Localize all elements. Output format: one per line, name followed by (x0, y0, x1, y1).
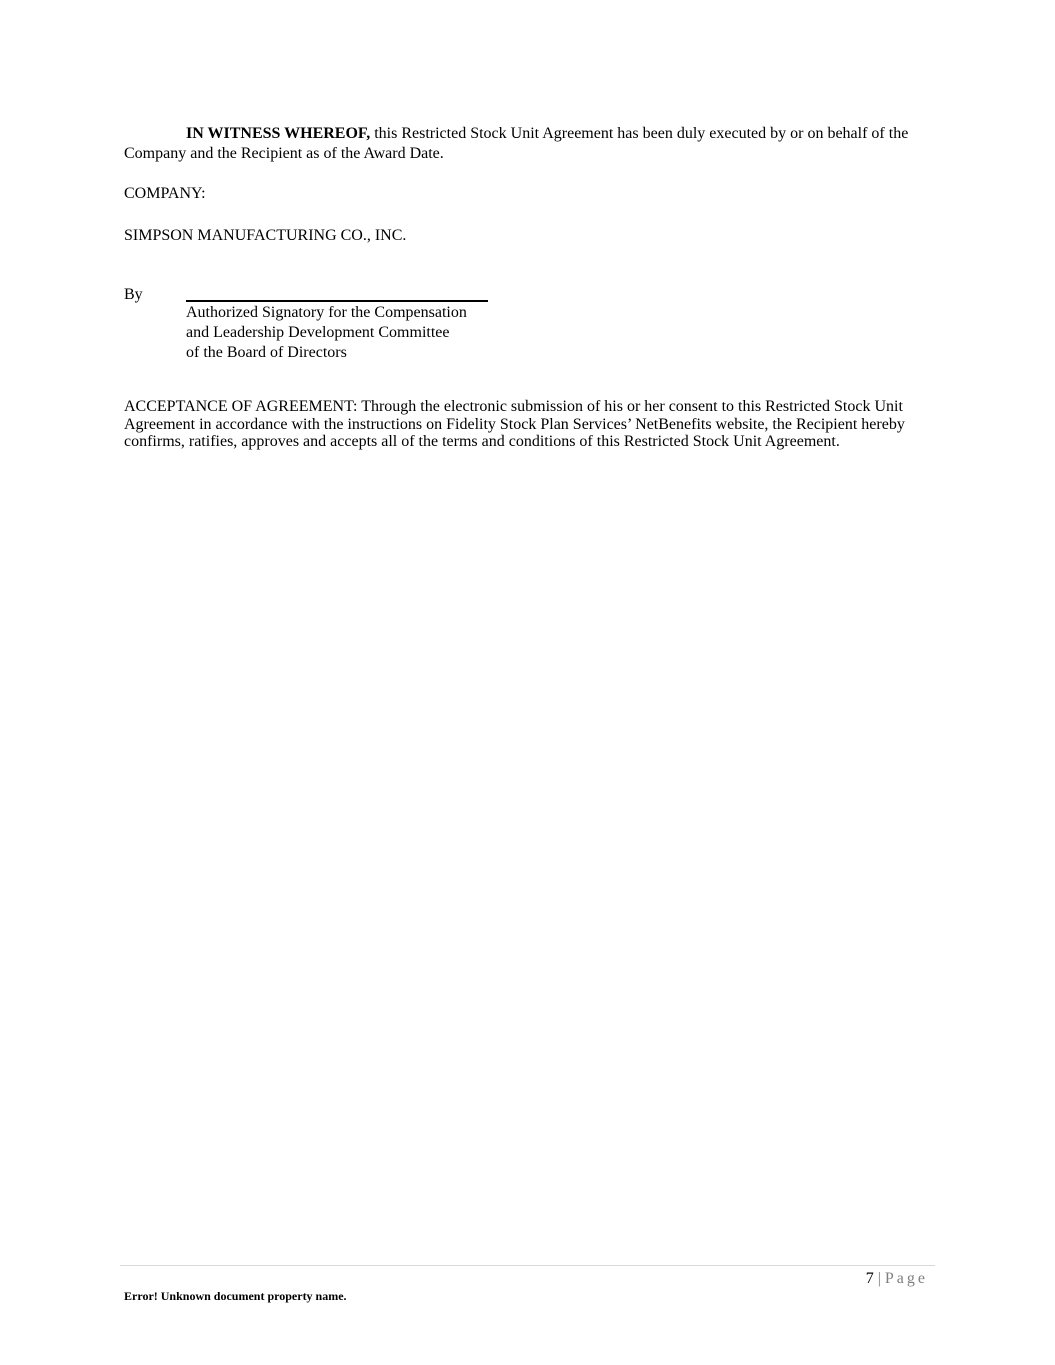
company-name: SIMPSON MANUFACTURING CO., INC. (124, 227, 407, 244)
signatory-title-line: and Leadership Development Committee (186, 324, 450, 341)
witness-lead: IN WITNESS WHEREOF, (186, 125, 371, 142)
signatory-title-line: Authorized Signatory for the Compensation (186, 304, 467, 321)
signatory-title (186, 303, 467, 363)
page-number-value: 7 (865, 1270, 874, 1287)
acceptance-paragraph: ACCEPTANCE OF AGREEMENT: Through the electronic submission of his or her consent to this Restricted Stock Unit Agreement in accordance with the instructions on Fidelity Stock Plan Services’ NetBenefits website, the Recipient hereby confirms, ratifies, approves and accepts all of the terms and conditions of this Restricted Stock Unit Agreement. (124, 398, 905, 450)
signature-line (186, 300, 488, 302)
company-label: COMPANY: (124, 185, 206, 202)
page-number (866, 1269, 928, 1289)
witness-text: this Restricted Stock Unit Agreement has been duly executed by or on behalf of the Company and the Recipient as of the Award Date. (124, 125, 909, 162)
witness-paragraph (124, 124, 936, 164)
footer-error-text: Error! Unknown document property name. (124, 1289, 347, 1303)
by-label: By (124, 286, 143, 303)
signatory-title-line: of the Board of Directors (186, 344, 347, 361)
page-separator: | (877, 1270, 881, 1287)
page-label: Page (884, 1270, 928, 1287)
footer-divider (120, 1265, 935, 1266)
